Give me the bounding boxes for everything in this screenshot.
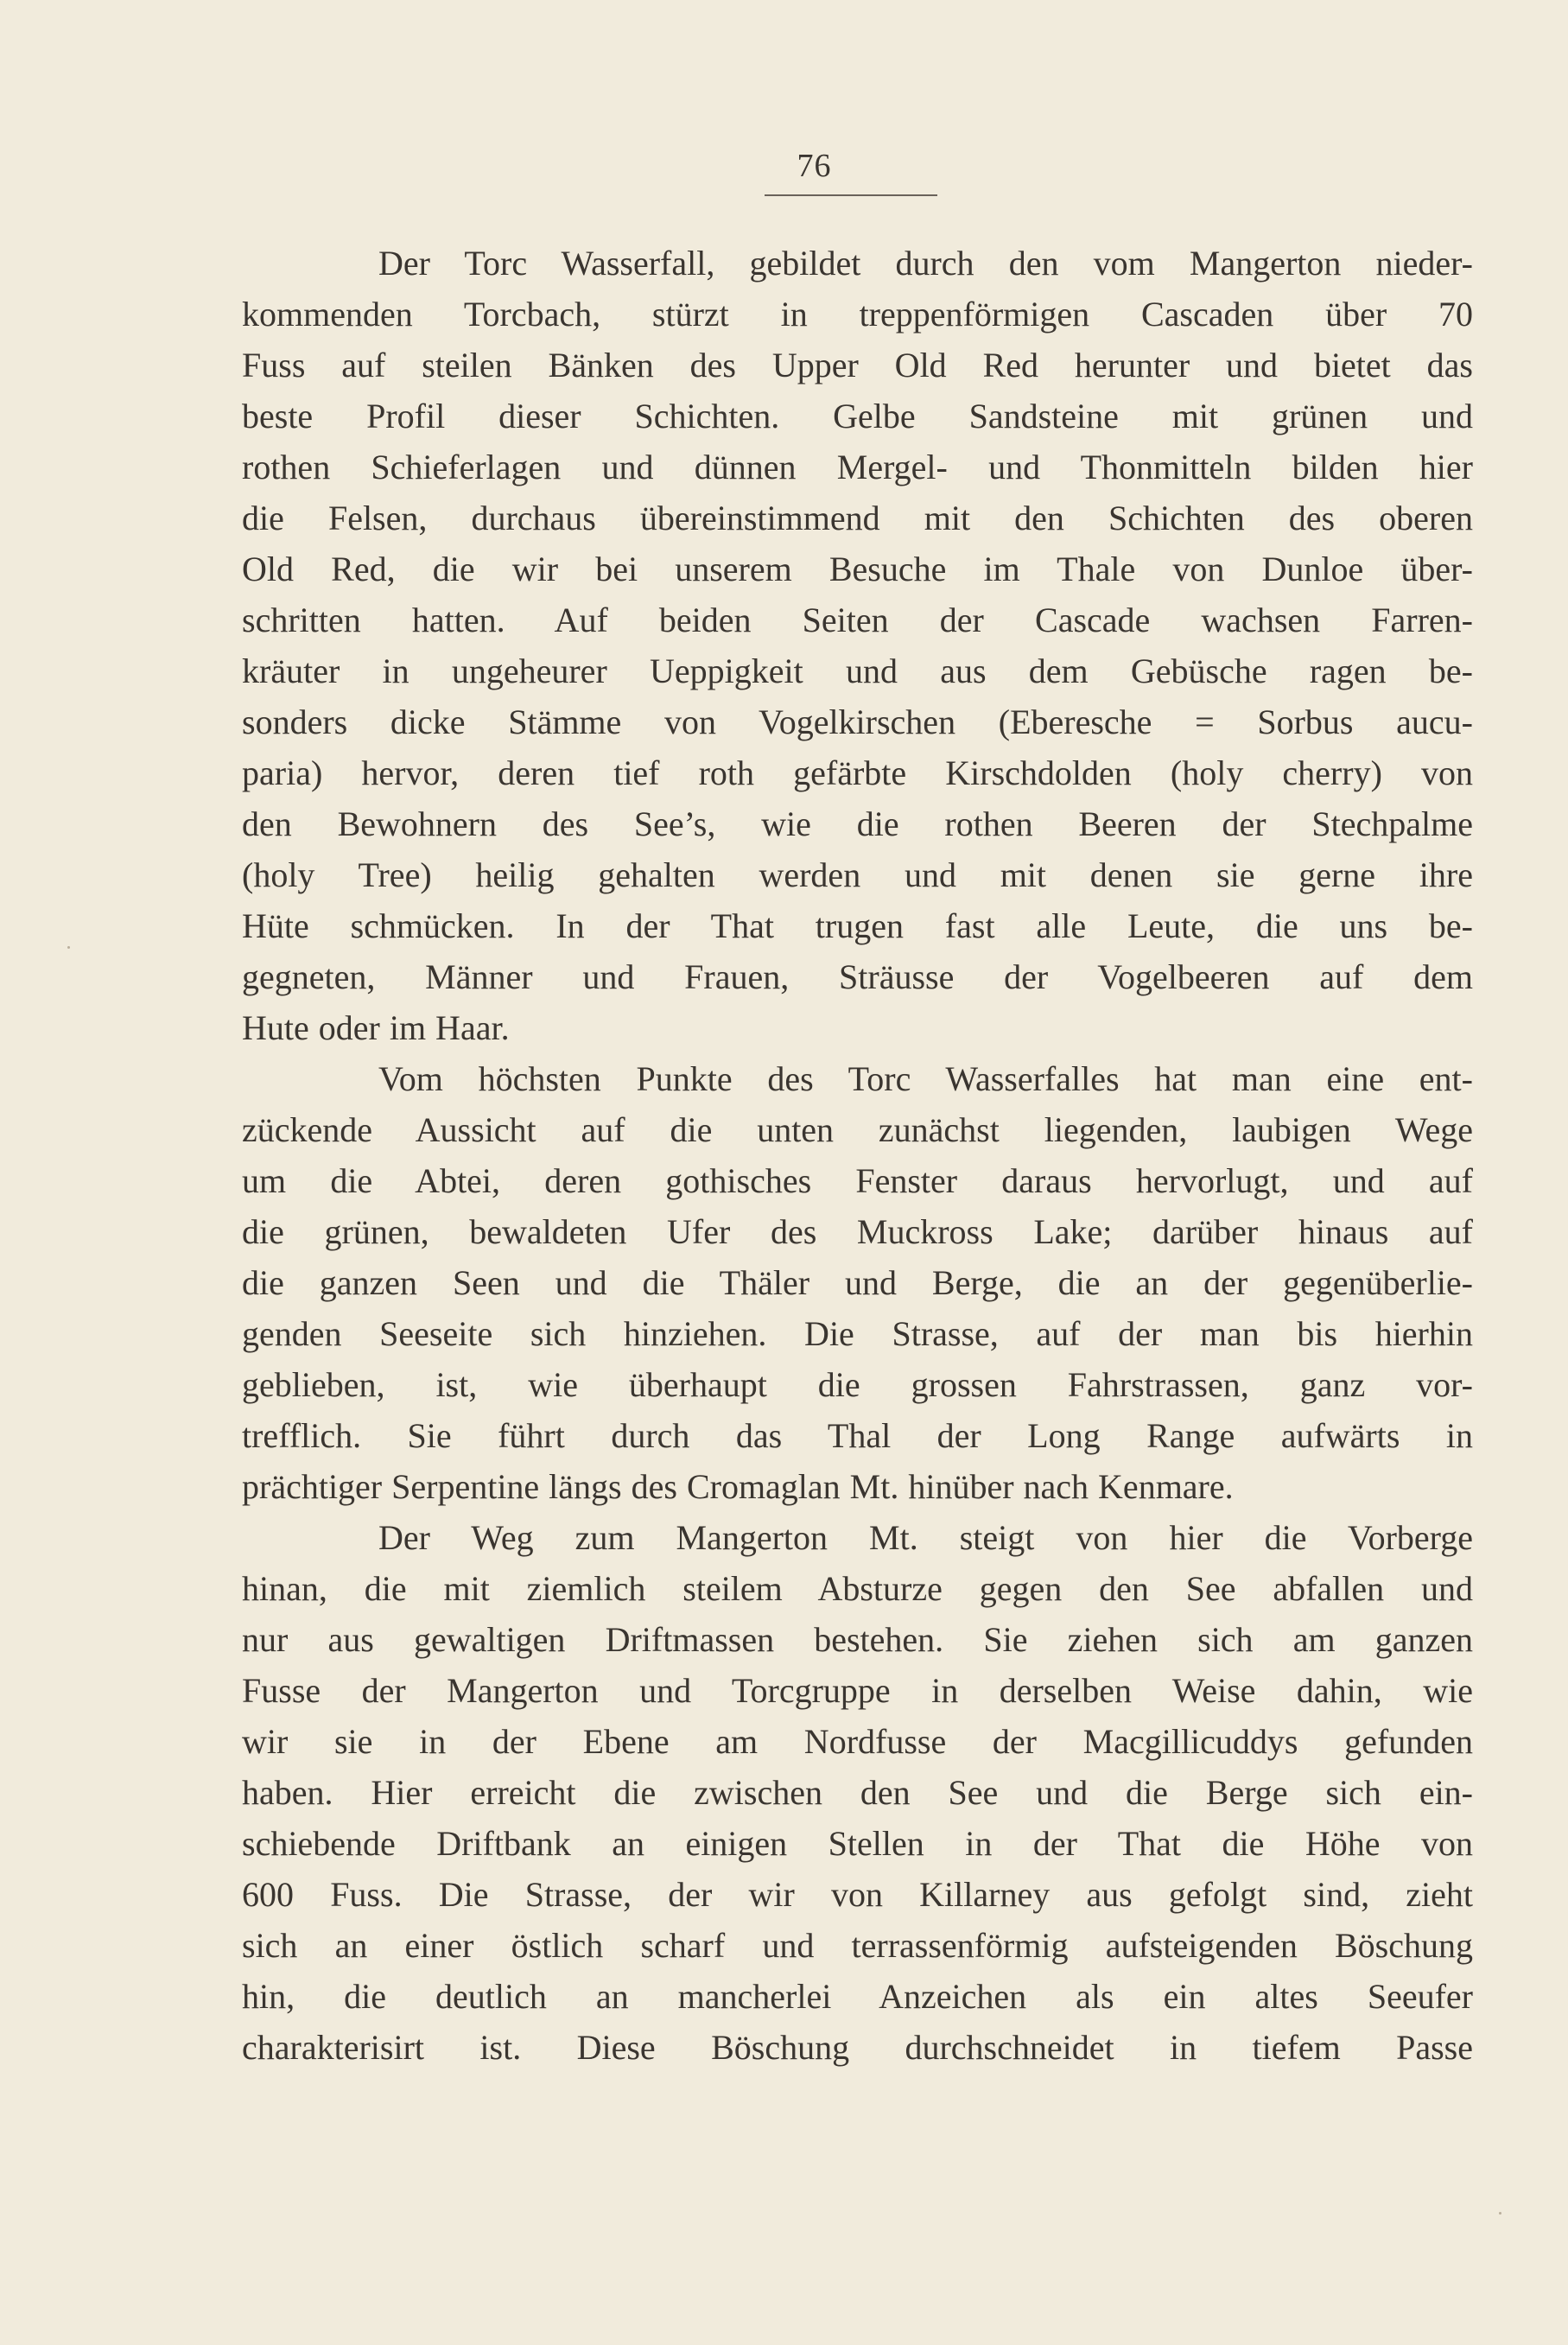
text-line: um die Abtei, deren gothisches Fenster daraus hervorlugt, und auf	[242, 1161, 1473, 1200]
text-line: Der Torc Wasserfall, gebildet durch den vom Mangerton nieder-	[378, 244, 1473, 283]
text-line: hinan, die mit ziemlich steilem Absturze gegen den See abfallen und	[242, 1569, 1473, 1608]
text-line: kräuter in ungeheurer Ueppigkeit und aus dem Gebüsche ragen be-	[242, 651, 1473, 690]
text-line: Hüte schmücken. In der That trugen fast alle Leute, die uns be-	[242, 906, 1473, 945]
text-line: die Felsen, durchaus übereinstimmend mit den Schichten des oberen	[242, 499, 1473, 537]
text-line: Hute oder im Haar.	[242, 1008, 510, 1047]
header-rule	[765, 194, 937, 196]
text-line: Fusse der Mangerton und Torcgruppe in derselben Weise dahin, wie	[242, 1671, 1473, 1710]
text-line: (holy Tree) heilig gehalten werden und mit denen sie gerne ihre	[242, 855, 1473, 894]
text-line: trefflich. Sie führt durch das Thal der Long Range aufwärts in	[242, 1416, 1473, 1455]
text-line: wir sie in der Ebene am Nordfusse der Macgillicuddys gefunden	[242, 1722, 1473, 1761]
text-line: prächtiger Serpentine längs des Cromaglan Mt. hinüber nach Kenmare.	[242, 1467, 1234, 1506]
text-line: beste Profil dieser Schichten. Gelbe Sandsteine mit grünen und	[242, 397, 1473, 435]
text-line: charakterisirt ist. Diese Böschung durchschneidet in tiefem Passe	[242, 2028, 1473, 2067]
text-line: zückende Aussicht auf die unten zunächst liegenden, laubigen Wege	[242, 1110, 1473, 1149]
text-line: die grünen, bewaldeten Ufer des Muckross Lake; darüber hinaus auf	[242, 1212, 1473, 1251]
text-line: schritten hatten. Auf beiden Seiten der Cascade wachsen Farren-	[242, 601, 1473, 639]
text-line: gegneten, Männer und Frauen, Sträusse der Vogelbeeren auf dem	[242, 957, 1473, 996]
text-line: sich an einer östlich scharf und terrassenförmig aufsteigenden Böschung	[242, 1926, 1473, 1965]
text-line: paria) hervor, deren tief roth gefärbte Kirschdolden (holy cherry) von	[242, 753, 1473, 792]
text-line: sonders dicke Stämme von Vogelkirschen (Eberesche = Sorbus aucu-	[242, 702, 1473, 741]
text-line: geblieben, ist, wie überhaupt die grossen Fahrstrassen, ganz vor-	[242, 1365, 1473, 1404]
text-line: hin, die deutlich an mancherlei Anzeichen als ein altes Seeufer	[242, 1977, 1473, 2016]
text-line: die ganzen Seen und die Thäler und Berge, die an der gegenüberlie-	[242, 1263, 1473, 1302]
paper-speck	[1499, 2212, 1501, 2215]
paper-speck	[67, 946, 70, 949]
text-line: Old Red, die wir bei unserem Besuche im Thale von Dunloe über-	[242, 550, 1473, 588]
page-number: 76	[797, 148, 832, 184]
text-line: Fuss auf steilen Bänken des Upper Old Red herunter und bietet das	[242, 346, 1473, 384]
text-line: rothen Schieferlagen und dünnen Mergel- und Thonmitteln bilden hier	[242, 448, 1473, 486]
text-line: genden Seeseite sich hinziehen. Die Strasse, auf der man bis hierhin	[242, 1314, 1473, 1353]
paragraph-2	[242, 1053, 1473, 1512]
text-line: Vom höchsten Punkte des Torc Wasserfalles hat man eine ent-	[378, 1059, 1473, 1098]
text-line: haben. Hier erreicht die zwischen den See und die Berge sich ein-	[242, 1773, 1473, 1812]
body-text	[242, 238, 1473, 2073]
paragraph-1	[242, 238, 1473, 1053]
text-line: kommenden Torcbach, stürzt in treppenförmigen Cascaden über 70	[242, 295, 1473, 334]
text-line: 600 Fuss. Die Strasse, der wir von Killarney aus gefolgt sind, zieht	[242, 1875, 1473, 1914]
text-line: Der Weg zum Mangerton Mt. steigt von hier die Vorberge	[378, 1518, 1473, 1557]
text-line: nur aus gewaltigen Driftmassen bestehen. Sie ziehen sich am ganzen	[242, 1620, 1473, 1659]
text-line: den Bewohnern des See’s, wie die rothen Beeren der Stechpalme	[242, 804, 1473, 843]
paragraph-3	[242, 1512, 1473, 2073]
text-line: schiebende Driftbank an einigen Stellen in der That die Höhe von	[242, 1824, 1473, 1863]
